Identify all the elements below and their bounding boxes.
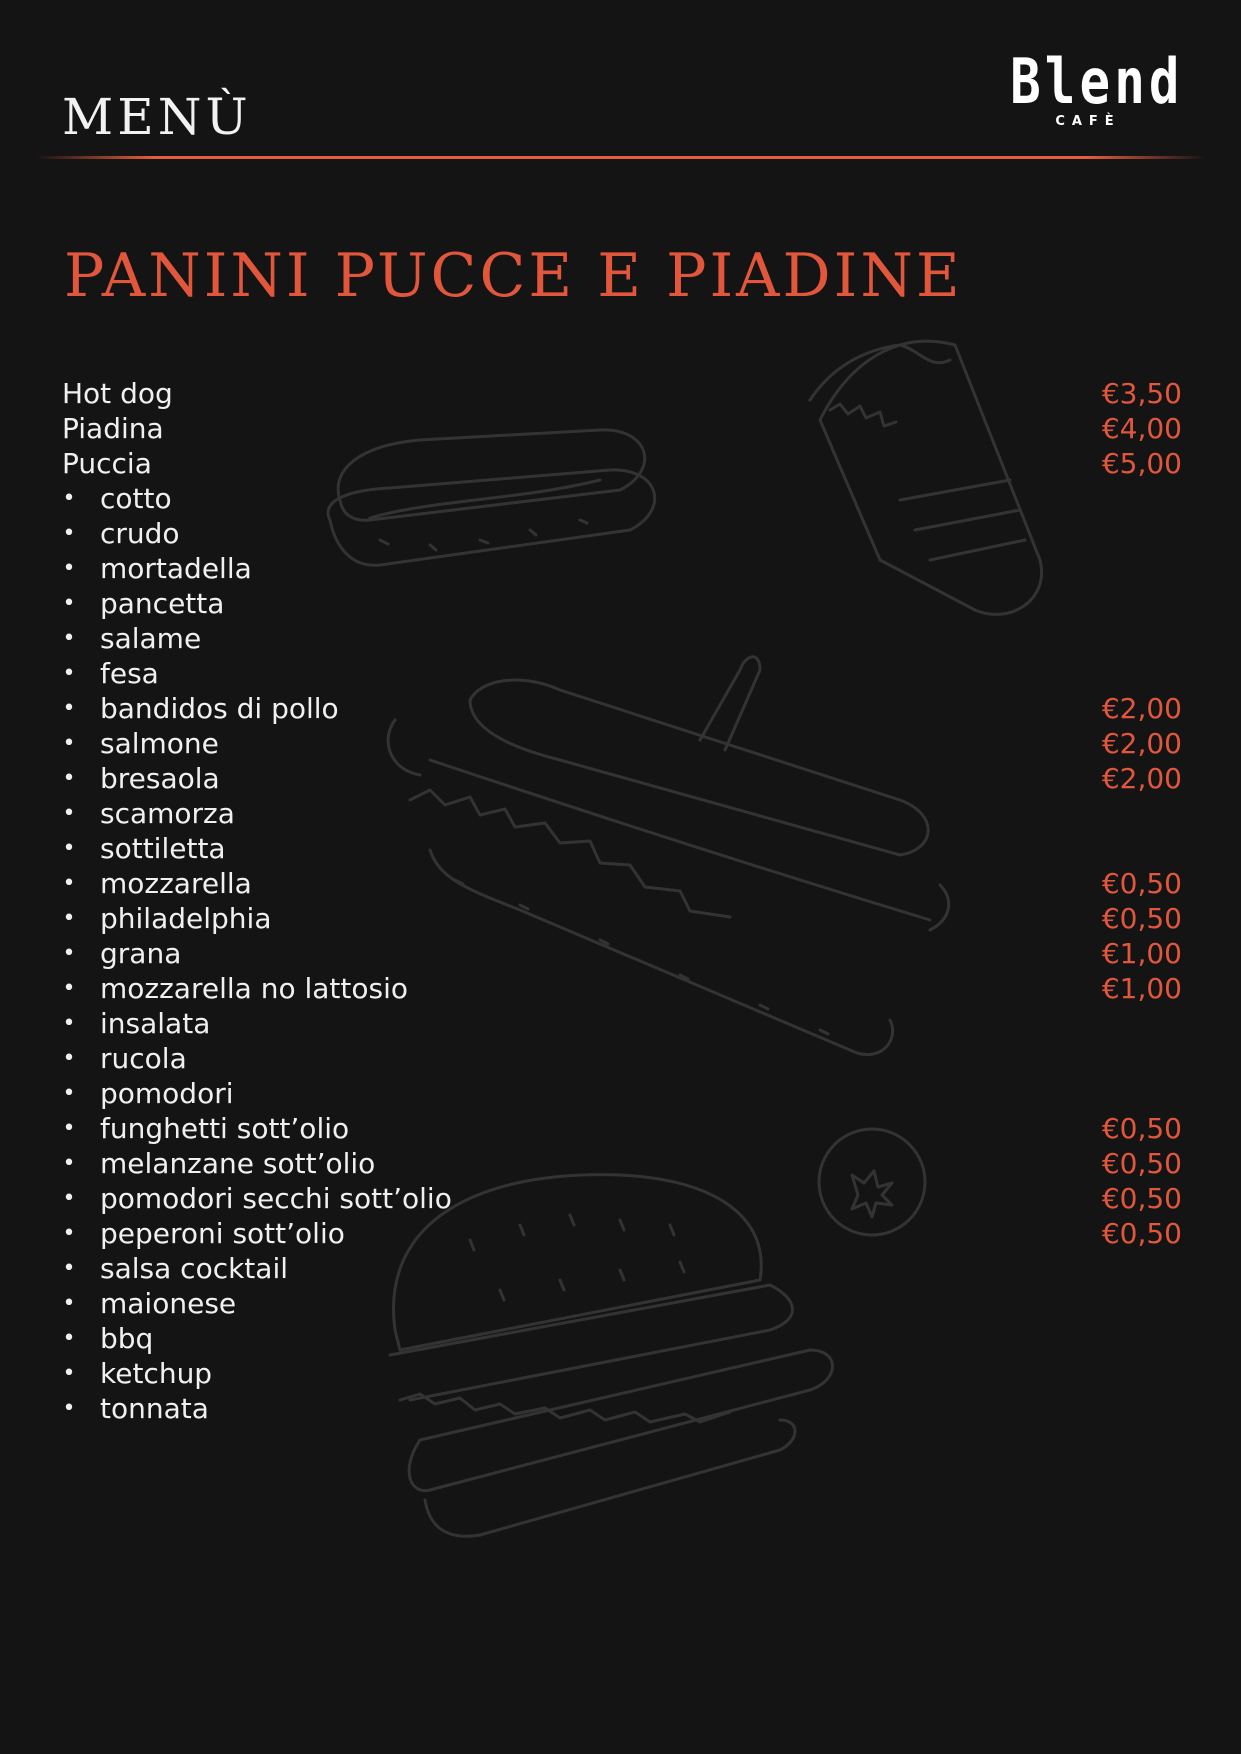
menu-item-name: insalata bbox=[100, 1007, 211, 1040]
menu-item bbox=[62, 1251, 1182, 1286]
menu-item-price: €2,00 bbox=[1101, 692, 1182, 725]
menu-item-price: €4,00 bbox=[1101, 412, 1182, 445]
menu-item bbox=[62, 1041, 1182, 1076]
menu-item bbox=[62, 551, 1182, 586]
bullet-icon: • bbox=[62, 1186, 76, 1211]
bullet-icon: • bbox=[62, 556, 76, 581]
menu-item-name: ketchup bbox=[100, 1357, 213, 1390]
menu-item-name: sottiletta bbox=[100, 832, 226, 865]
menu-item-price: €3,50 bbox=[1101, 377, 1182, 410]
menu-item-name: mozzarella bbox=[100, 867, 252, 900]
menu-item-name: maionese bbox=[100, 1287, 237, 1320]
menu-item-price: €0,50 bbox=[1101, 1217, 1182, 1250]
bullet-icon: • bbox=[62, 1326, 76, 1351]
menu-item-price: €0,50 bbox=[1101, 1147, 1182, 1180]
menu-item bbox=[62, 516, 1182, 551]
menu-item-name: mozzarella no lattosio bbox=[100, 972, 408, 1005]
menu-item bbox=[62, 376, 1182, 411]
menu-item-price: €0,50 bbox=[1101, 1182, 1182, 1215]
menu-item bbox=[62, 1006, 1182, 1041]
bullet-icon: • bbox=[62, 871, 76, 896]
menu-item bbox=[62, 621, 1182, 656]
bullet-icon: • bbox=[62, 661, 76, 686]
menu-item-name: rucola bbox=[100, 1042, 187, 1075]
bullet-icon: • bbox=[62, 976, 76, 1001]
menu-item-name: peperoni sott’olio bbox=[100, 1217, 345, 1250]
menu-list bbox=[62, 376, 1182, 1426]
menu-item-price: €0,50 bbox=[1101, 902, 1182, 935]
menu-item-name: mortadella bbox=[100, 552, 252, 585]
bullet-icon: • bbox=[62, 1151, 76, 1176]
menu-item-price: €5,00 bbox=[1101, 447, 1182, 480]
menu-item bbox=[62, 1286, 1182, 1321]
menu-item-name: tonnata bbox=[100, 1392, 209, 1425]
bullet-icon: • bbox=[62, 766, 76, 791]
menu-item-price: €0,50 bbox=[1101, 1112, 1182, 1145]
menu-item bbox=[62, 1216, 1182, 1251]
page-title: MENÙ bbox=[62, 88, 252, 146]
menu-item bbox=[62, 866, 1182, 901]
menu-item-name: pancetta bbox=[100, 587, 225, 620]
menu-item-name: salame bbox=[100, 622, 202, 655]
menu-item bbox=[62, 1076, 1182, 1111]
menu-item-name: grana bbox=[100, 937, 182, 970]
header-divider bbox=[36, 156, 1206, 159]
menu-item-name: pomodori bbox=[100, 1077, 234, 1110]
menu-item bbox=[62, 971, 1182, 1006]
menu-item-name: crudo bbox=[100, 517, 180, 550]
menu-item-name: philadelphia bbox=[100, 902, 272, 935]
menu-item bbox=[62, 901, 1182, 936]
menu-item-name: pomodori secchi sott’olio bbox=[100, 1182, 452, 1215]
menu-item-name: salsa cocktail bbox=[100, 1252, 289, 1285]
bullet-icon: • bbox=[62, 941, 76, 966]
bullet-icon: • bbox=[62, 591, 76, 616]
menu-item bbox=[62, 481, 1182, 516]
menu-item bbox=[62, 761, 1182, 796]
menu-item-price: €0,50 bbox=[1101, 867, 1182, 900]
menu-item bbox=[62, 726, 1182, 761]
logo-wordmark: Blend bbox=[1010, 45, 1184, 118]
bullet-icon: • bbox=[62, 731, 76, 756]
menu-item-name: funghetti sott’olio bbox=[100, 1112, 350, 1145]
logo-subtitle: CAFÈ bbox=[1055, 114, 1121, 129]
bullet-icon: • bbox=[62, 1221, 76, 1246]
bullet-icon: • bbox=[62, 626, 76, 651]
menu-item-name: bandidos di pollo bbox=[100, 692, 339, 725]
menu-item-price: €2,00 bbox=[1101, 727, 1182, 760]
menu-item-price: €1,00 bbox=[1101, 972, 1182, 1005]
menu-item-price: €2,00 bbox=[1101, 762, 1182, 795]
menu-item-name: cotto bbox=[100, 482, 172, 515]
menu-item-price: €1,00 bbox=[1101, 937, 1182, 970]
menu-item bbox=[62, 1391, 1182, 1426]
menu-item-name: salmone bbox=[100, 727, 219, 760]
menu-item-name: melanzane sott’olio bbox=[100, 1147, 376, 1180]
bullet-icon: • bbox=[62, 1361, 76, 1386]
menu-item-name: scamorza bbox=[100, 797, 235, 830]
menu-item bbox=[62, 796, 1182, 831]
bullet-icon: • bbox=[62, 906, 76, 931]
menu-item bbox=[62, 691, 1182, 726]
bullet-icon: • bbox=[62, 1291, 76, 1316]
menu-item-name: fesa bbox=[100, 657, 159, 690]
menu-item bbox=[62, 936, 1182, 971]
bullet-icon: • bbox=[62, 836, 76, 861]
menu-item bbox=[62, 586, 1182, 621]
menu-item-name: Puccia bbox=[62, 447, 152, 480]
menu-item bbox=[62, 411, 1182, 446]
bullet-icon: • bbox=[62, 1081, 76, 1106]
bullet-icon: • bbox=[62, 486, 76, 511]
menu-item-name: Hot dog bbox=[62, 377, 173, 410]
menu-item bbox=[62, 1356, 1182, 1391]
bullet-icon: • bbox=[62, 1116, 76, 1141]
section-title: PANINI PUCCE E PIADINE bbox=[64, 241, 963, 311]
menu-item bbox=[62, 1111, 1182, 1146]
bullet-icon: • bbox=[62, 696, 76, 721]
menu-item-name: bbq bbox=[100, 1322, 154, 1355]
menu-item-name: bresaola bbox=[100, 762, 220, 795]
menu-item bbox=[62, 1181, 1182, 1216]
menu-item bbox=[62, 446, 1182, 481]
bullet-icon: • bbox=[62, 1396, 76, 1421]
menu-item bbox=[62, 831, 1182, 866]
menu-item-name: Piadina bbox=[62, 412, 164, 445]
menu-item bbox=[62, 656, 1182, 691]
bullet-icon: • bbox=[62, 1011, 76, 1036]
menu-item bbox=[62, 1321, 1182, 1356]
menu-item bbox=[62, 1146, 1182, 1181]
bullet-icon: • bbox=[62, 801, 76, 826]
bullet-icon: • bbox=[62, 1046, 76, 1071]
bullet-icon: • bbox=[62, 1256, 76, 1281]
brand-logo bbox=[993, 45, 1184, 129]
bullet-icon: • bbox=[62, 521, 76, 546]
